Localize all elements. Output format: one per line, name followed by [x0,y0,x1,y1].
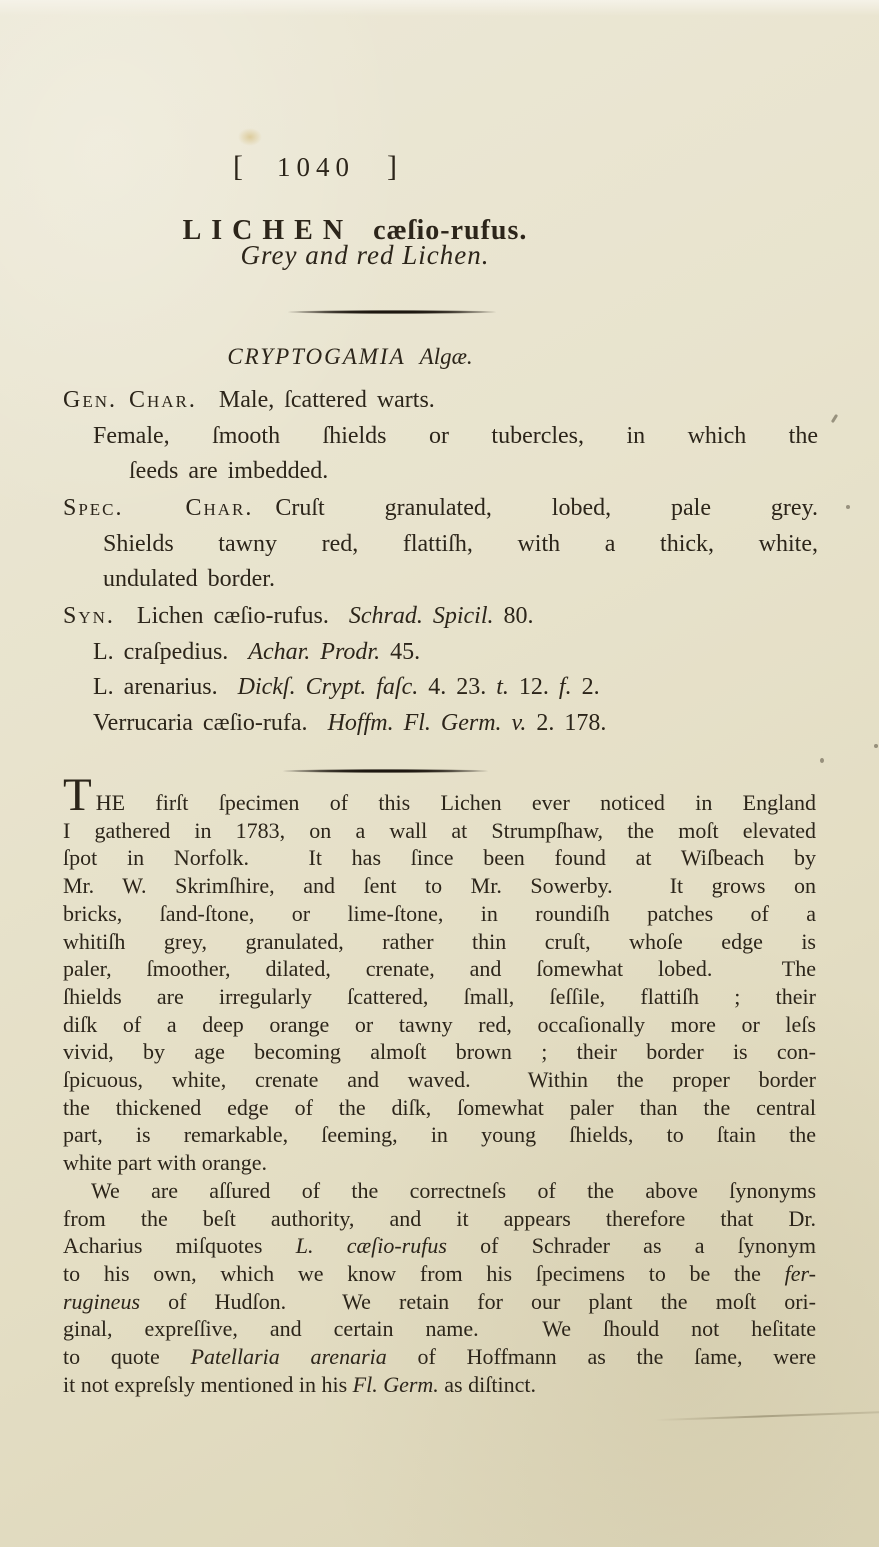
text-run [96,789,816,817]
text-run: ſpot in Norfolk. It has ſince been found at Wiſbeach by [63,845,816,871]
text-line [63,844,816,872]
text-line [63,1260,816,1288]
text-line [63,1177,816,1205]
text-run: whitiſh grey, granulated, rather thin cruſt, whoſe edge is [63,928,816,954]
text-run: 12. [508,674,559,700]
common-name: Grey and red Lichen. [240,240,490,270]
text-line [63,706,818,742]
text-run: 2. 178. [526,709,607,736]
folio-close-bracket: ] [387,150,399,183]
text-run: Mr. W. Skrimſhire, and ſent to Mr. Sowerby. It grows on [63,873,816,899]
text-run: ſpicuous, white, crenate and waved. Within the proper border [63,1067,816,1093]
italic-citation: Patellaria arenaria [190,1344,387,1370]
paper-crease [655,1411,879,1421]
folio-number: 1040 [277,152,355,182]
italic-citation: fer- [784,1260,816,1286]
text-run: from the beſt authority, and it appears therefore that Dr. [63,1205,816,1231]
paper-speck [874,744,878,748]
text-line [63,599,818,635]
text-run: 80. [493,603,534,629]
text-run: We are aſſured of the correctneſs of the above ſynonyms [91,1177,816,1203]
text-line [63,491,818,527]
text-line [63,1011,816,1039]
text-line [63,454,818,490]
italic-citation: L. cæſio-rufus [295,1233,447,1259]
text-run: white part with orange. [63,1150,268,1176]
text-line [63,635,818,671]
italic-citation: t. [496,674,509,700]
classification-heading [0,344,700,370]
text-run: 2. [571,674,600,700]
genus-name: LICHEN [182,214,354,246]
text-run: of Hudſon. We retain for our plant the moſt ori- [140,1288,816,1314]
text-run: as diſtinct. [438,1371,536,1397]
section-generic-character [63,383,818,490]
text-line [63,527,818,563]
text-line [63,1066,816,1094]
text-run: L. arenarius. [93,674,238,700]
divider-rule-top [288,310,496,314]
italic-citation: Dickſ. Crypt. faſc. [237,674,419,700]
italic-citation: Hoffm. Fl. Germ. v. [327,709,527,736]
paper-speck [831,414,838,423]
text-line [63,562,818,598]
folio-open-bracket: [ [233,150,245,183]
order-name: CRYPTOGAMIA [227,344,406,369]
text-run: Shields tawny red, flattiſh, with a thick, white, [103,530,818,557]
paper-speck [846,505,850,509]
text-run: Female, ſmooth ſhields or tubercles, in which the [93,422,818,449]
text-run: Cruſt granulated, lobed, pale grey. [275,495,818,521]
italic-citation: Schrad. Spicil. [348,603,494,629]
text-line [63,1288,816,1316]
text-run: to his own, which we know from his ſpecimens to be the [63,1260,785,1286]
text-run: 4. 23. [418,674,497,700]
text-run: I gathered in 1783, on a wall at Strumpſhaw, the moſt elevated [63,817,816,843]
section-label: Gen. Char. [63,387,197,413]
text-run: bricks, ſand-ſtone, or lime-ſtone, in roundiſh patches of a [63,900,816,926]
page-top-edge [0,0,879,16]
text-line [63,1315,816,1343]
text-line [63,1343,816,1371]
text-run: undulated border. [103,566,275,592]
section-specific-character [63,491,818,598]
paper-speck [820,758,824,763]
tribe-name: Algæ. [419,344,473,369]
paragraph-2 [63,1177,816,1399]
text-line [63,900,816,928]
text-line [63,955,816,983]
text-run: of Schrader as a ſynonym [446,1233,816,1259]
text-run: ſhields are irregularly ſcattered, ſmall, ſeſſile, flattiſh ; their [63,983,816,1009]
text-line [63,817,816,845]
section-synonyms [63,599,818,741]
italic-citation: Achar. Prodr. [248,638,381,665]
text-run: Acharius miſquotes [63,1233,296,1259]
text-line [63,1038,816,1066]
text-line [63,1149,816,1177]
text-run: part, is remarkable, ſeeming, in young ſhields, to ſtain the [63,1122,816,1148]
body-text [63,769,816,1398]
text-line [63,1205,816,1233]
text-run: ginal, expreſſive, and certain name. We ſhould not heſitate [63,1316,816,1342]
text-line [63,983,816,1011]
italic-citation: f. [558,674,572,700]
text-line [63,1121,816,1149]
text-run: the thickened edge of the diſk, ſomewhat paler than the central [63,1094,816,1120]
text-run: paler, ſmoother, dilated, crenate, and ſomewhat lobed. The [63,956,816,982]
divider-rule-body [283,769,488,773]
text-line [63,419,818,455]
section-label: Spec. Char. [63,495,254,521]
text-line [63,1232,816,1260]
drop-cap: T [63,769,92,821]
italic-citation: Fl. Germ. [352,1371,439,1397]
text-run: ſeeds are imbedded. [129,458,329,484]
section-label: Syn. [63,603,115,629]
text-run: vivid, by age becoming almoſt brown ; their border is con- [63,1039,816,1065]
species-name: cæſio-rufus. [373,214,528,246]
text-run: Lichen cæſio-rufus. [136,603,349,629]
text-line [63,670,818,706]
text-line [63,928,816,956]
text-line [63,1371,816,1399]
text-run: Verrucaria cæſio-rufa. [93,709,328,736]
text-run: HE firſt ſpecimen of this Lichen ever noticed in England [95,790,816,815]
text-line [63,383,818,419]
italic-citation: rugineus [63,1288,140,1314]
text-run: of Hoffmann as the ſame, were [386,1344,816,1370]
text-line [63,1094,816,1122]
text-run: 45. [380,638,421,665]
paper-stain [238,128,262,146]
text-run: Male, ſcattered warts. [218,387,435,413]
text-line [63,872,816,900]
page-number [0,150,632,184]
paragraph-1 [63,769,816,1177]
text-run: diſk of a deep orange or tawny red, occaſionally more or leſs [63,1011,816,1037]
text-run: L. craſpedius. [93,638,249,665]
text-line [63,769,816,821]
text-run: it not expreſsly mentioned in his [63,1371,353,1397]
text-run: to quote [63,1344,191,1370]
